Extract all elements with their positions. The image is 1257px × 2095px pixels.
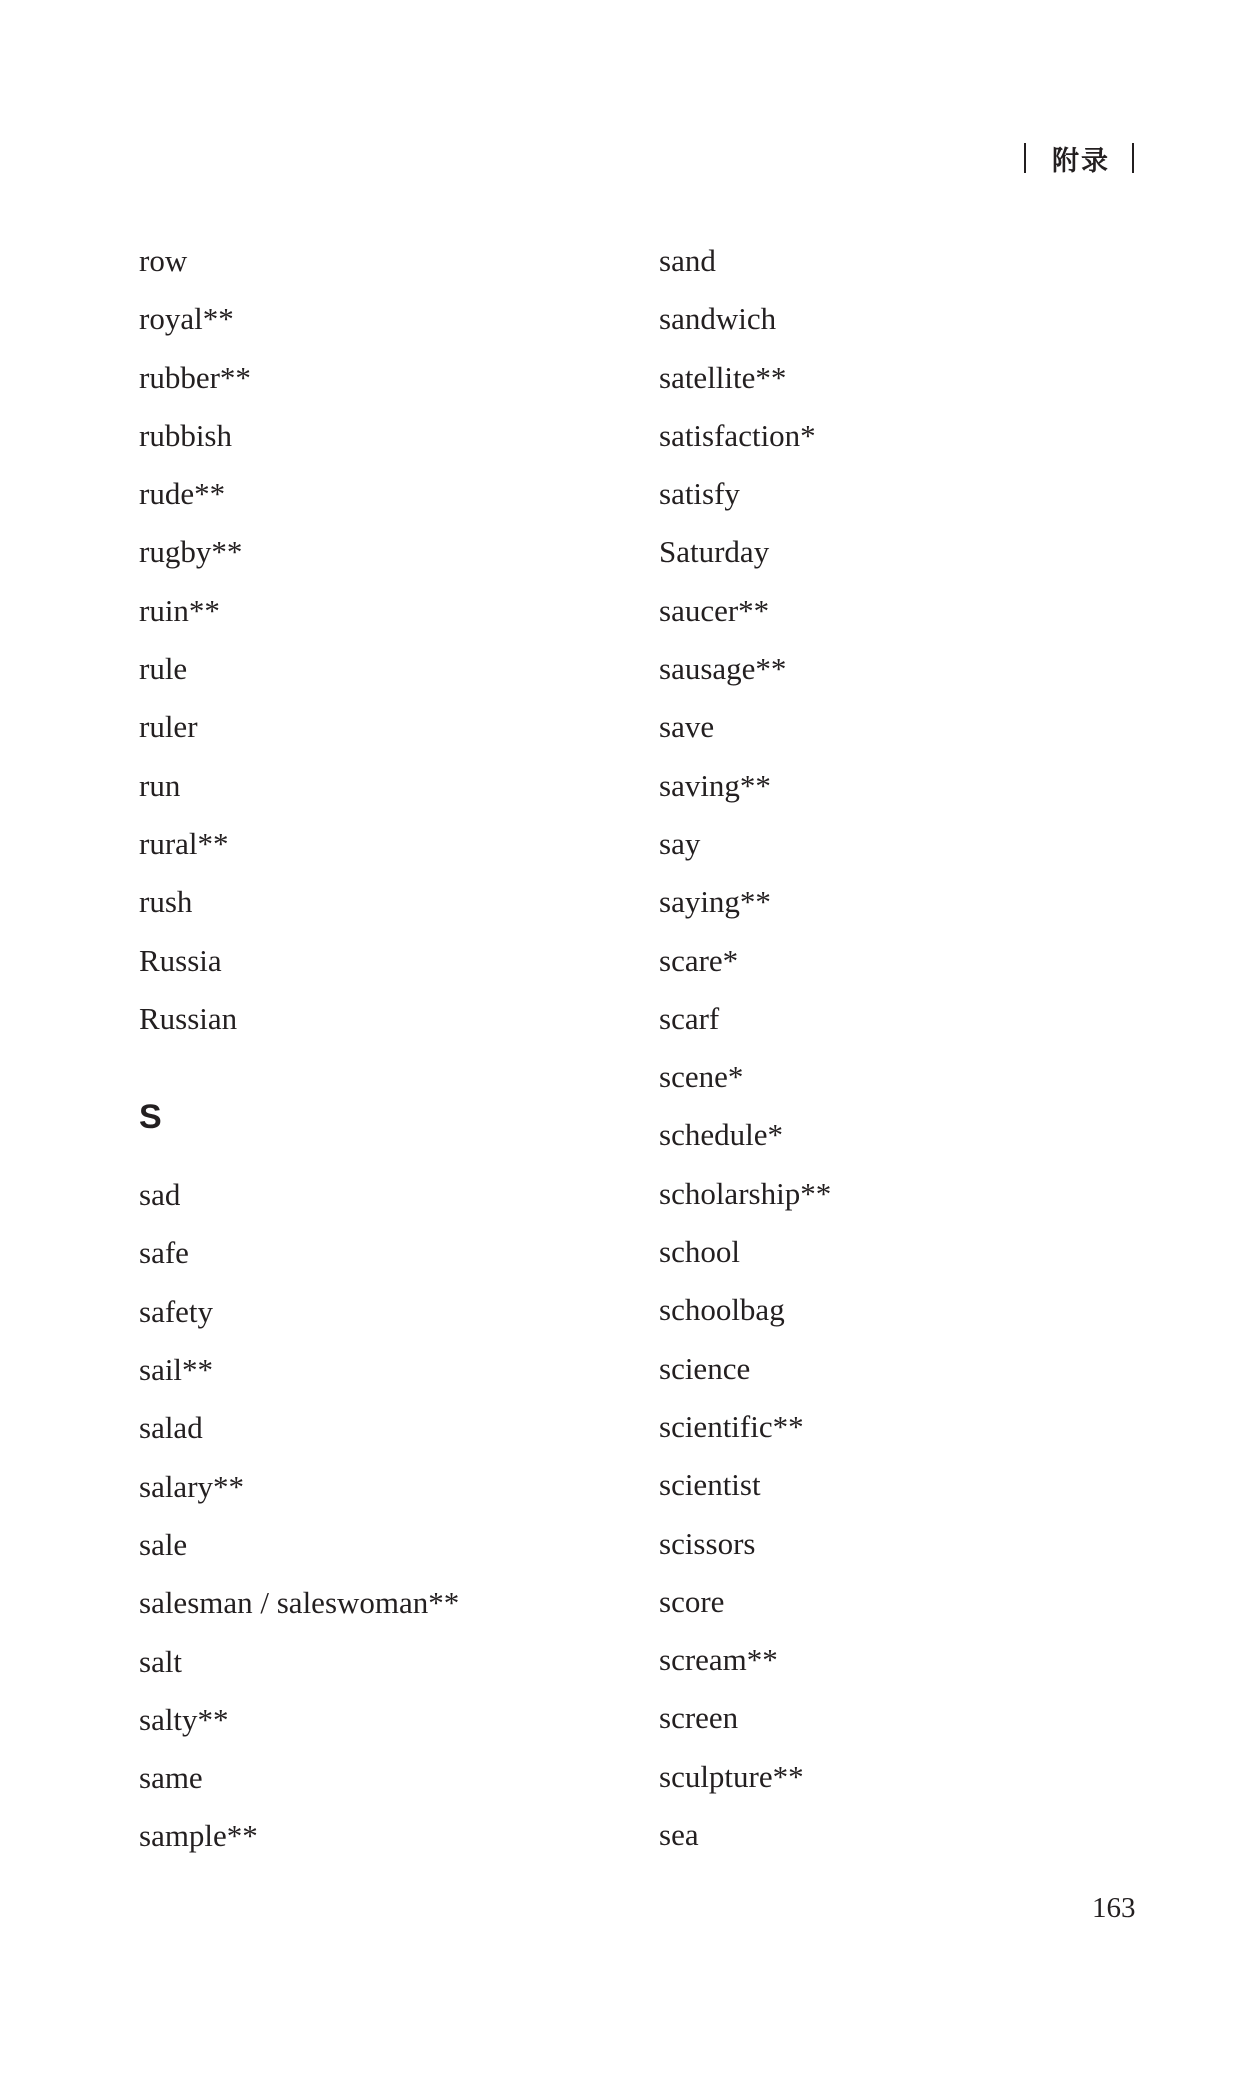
word-entry: scissors bbox=[659, 1525, 756, 1561]
word-entry: schoolbag bbox=[659, 1292, 785, 1328]
word-entry: salty** bbox=[139, 1701, 229, 1737]
word-entry: Russia bbox=[139, 942, 222, 978]
word-entry: safety bbox=[139, 1293, 214, 1329]
header-label: 附录 bbox=[1052, 145, 1110, 177]
word-entry: rush bbox=[139, 884, 193, 920]
header-divider-right bbox=[1132, 143, 1134, 173]
word-entry: rural** bbox=[139, 825, 229, 861]
word-entry: scientist bbox=[659, 1467, 761, 1503]
word-entry: rude** bbox=[139, 476, 226, 512]
word-entry: sea bbox=[659, 1817, 699, 1853]
word-entry: say bbox=[659, 825, 701, 861]
word-entry: school bbox=[659, 1234, 740, 1270]
word-entry: rule bbox=[139, 651, 188, 687]
section-letter-s: S bbox=[139, 1098, 162, 1137]
page-number: 163 bbox=[1092, 1892, 1136, 1924]
word-entry: score bbox=[659, 1583, 725, 1619]
word-entry: screen bbox=[659, 1700, 739, 1736]
word-entry: schedule* bbox=[659, 1117, 783, 1153]
word-entry: saying** bbox=[659, 884, 771, 920]
word-entry: ruin** bbox=[139, 592, 220, 628]
word-entry: same bbox=[139, 1760, 203, 1796]
word-entry: scene* bbox=[659, 1059, 744, 1095]
word-entry: salt bbox=[139, 1643, 183, 1679]
word-entry: sale bbox=[139, 1526, 188, 1562]
word-entry: saving** bbox=[659, 767, 771, 803]
word-entry: scholarship** bbox=[659, 1175, 832, 1211]
word-entry: rugby** bbox=[139, 534, 243, 570]
word-entry: scream** bbox=[659, 1642, 778, 1678]
word-entry: Saturday bbox=[659, 534, 770, 570]
word-list-s bbox=[139, 1172, 459, 1872]
word-entry: saucer** bbox=[659, 592, 770, 628]
word-entry: salad bbox=[139, 1410, 203, 1446]
running-header bbox=[1024, 140, 1134, 176]
word-entry: scientific** bbox=[659, 1408, 804, 1444]
word-entry: safe bbox=[139, 1235, 189, 1271]
word-entry: royal** bbox=[139, 301, 234, 337]
word-entry: save bbox=[659, 709, 715, 745]
word-list-s-continued bbox=[659, 238, 831, 1870]
word-entry: satisfaction* bbox=[659, 417, 816, 453]
word-entry: sample** bbox=[139, 1818, 258, 1854]
word-entry: satellite** bbox=[659, 359, 787, 395]
word-entry: rubber** bbox=[139, 359, 251, 395]
word-entry: sail** bbox=[139, 1352, 214, 1388]
word-entry: sand bbox=[659, 243, 716, 278]
word-entry: salary** bbox=[139, 1468, 245, 1504]
word-list-r bbox=[139, 238, 459, 1054]
word-entry: Russian bbox=[139, 1000, 238, 1036]
word-entry: satisfy bbox=[659, 476, 740, 512]
left-word-column bbox=[139, 238, 459, 1872]
word-entry: ruler bbox=[139, 709, 198, 745]
word-entry: rubbish bbox=[139, 417, 232, 453]
word-entry: science bbox=[659, 1350, 751, 1386]
word-entry: sad bbox=[139, 1177, 181, 1213]
word-entry: run bbox=[139, 767, 181, 803]
word-entry: sculpture** bbox=[659, 1758, 804, 1794]
right-word-column bbox=[659, 238, 831, 1870]
word-entry: salesman / saleswoman** bbox=[139, 1585, 460, 1621]
word-entry: row bbox=[139, 243, 188, 278]
word-entry: scarf bbox=[659, 1000, 720, 1036]
word-entry: sandwich bbox=[659, 301, 777, 337]
word-entry: sausage** bbox=[659, 651, 787, 687]
word-entry: scare* bbox=[659, 942, 739, 978]
